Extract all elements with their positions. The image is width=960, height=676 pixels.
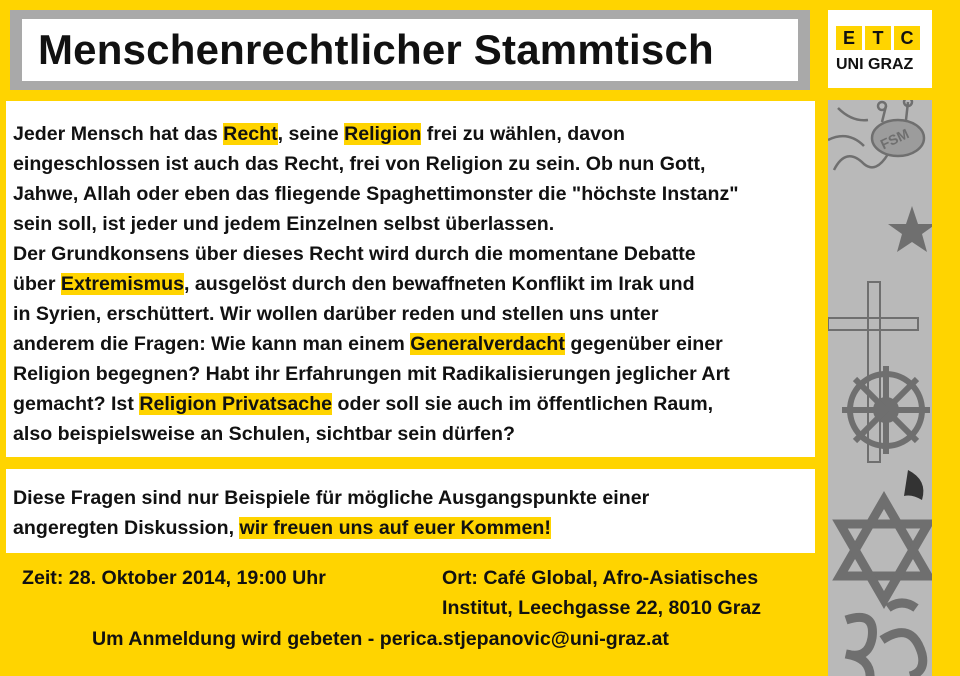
highlighted-phrase: Religion Privatsache — [139, 393, 333, 415]
text-segment: in Syrien, erschüttert. Wir wollen darüber reden und stellen uns unter — [13, 303, 659, 325]
closing-text-card — [6, 469, 815, 553]
dharma-wheel-icon — [842, 366, 930, 454]
yin-yang-icon — [904, 470, 923, 500]
text-line — [13, 299, 815, 329]
fsm-label: FSM — [877, 125, 912, 153]
crescent-star-icon — [852, 196, 932, 287]
highlighted-phrase: Recht — [223, 123, 278, 145]
text-segment: angeregten Diskussion, — [13, 517, 240, 539]
highlighted-phrase: wir freuen uns auf euer Kommen! — [239, 517, 551, 539]
text-segment: oder soll sie auch im öffentlichen Raum, — [332, 393, 714, 415]
text-segment: Diese Fragen sind nur Beispiele für mögliche Ausgangspunkte einer — [13, 487, 650, 509]
text-line — [13, 389, 815, 419]
text-segment: , ausgelöst durch den bewaffneten Konflikt im Irak und — [183, 273, 695, 295]
logo-letters — [836, 26, 920, 50]
text-segment: gegenüber einer — [564, 333, 723, 355]
text-line — [13, 483, 815, 513]
event-location-line2: Institut, Leechgasse 22, 8010 Graz — [442, 597, 762, 619]
text-line — [13, 269, 815, 299]
etc-uni-graz-logo — [828, 10, 932, 88]
closing-paragraph — [13, 483, 815, 543]
cross-icon — [828, 282, 918, 462]
text-line — [13, 209, 815, 239]
main-text-card — [6, 101, 815, 457]
highlighted-phrase: Extremismus — [60, 273, 184, 295]
text-line — [13, 329, 815, 359]
religious-symbols-illustration — [828, 100, 932, 676]
registration-notice: Um Anmeldung wird gebeten - perica.stjepanovic@uni-graz.at — [92, 628, 669, 650]
highlighted-phrase: Generalverdacht — [410, 333, 565, 355]
text-segment: Jahwe, Allah oder eben das fliegende Spaghettimonster die "höchste Instanz" — [13, 183, 739, 205]
text-segment: gemacht? Ist — [13, 393, 140, 415]
text-segment: also beispielsweise an Schulen, sichtbar sein dürfen? — [13, 423, 515, 445]
event-location-line1: Ort: Café Global, Afro-Asiatisches — [442, 567, 759, 589]
text-line — [13, 239, 815, 269]
highlighted-phrase: Religion — [344, 123, 422, 145]
logo-letter-e: E — [836, 26, 862, 50]
flying-spaghetti-monster-icon — [828, 100, 924, 170]
text-line — [13, 359, 815, 389]
text-segment: eingeschlossen ist auch das Recht, frei von Religion zu sein. Ob nun Gott, — [13, 153, 706, 175]
text-line — [13, 149, 815, 179]
text-segment: anderem die Fragen: Wie kann man einem — [13, 333, 411, 355]
logo-letter-c: C — [894, 26, 920, 50]
page-title: Menschenrechtlicher Stammtisch — [22, 19, 798, 81]
text-segment: frei zu wählen, davon — [421, 123, 625, 145]
logo-subtitle: UNI GRAZ — [836, 56, 914, 73]
religious-symbols-panel — [828, 100, 932, 676]
om-icon — [846, 603, 923, 676]
text-line — [13, 513, 815, 543]
title-frame — [10, 10, 810, 90]
text-segment: über — [13, 273, 61, 295]
text-segment: Jeder Mensch hat das — [13, 123, 224, 145]
text-segment: , seine — [277, 123, 345, 145]
intro-paragraph — [13, 119, 815, 449]
text-line — [13, 119, 815, 149]
text-segment: sein soll, ist jeder und jedem Einzelnen selbst überlassen. — [13, 213, 555, 235]
star-of-david-icon — [840, 500, 928, 600]
text-line — [13, 419, 815, 449]
text-segment: Der Grundkonsens über dieses Recht wird durch die momentane Debatte — [13, 243, 696, 265]
text-line — [13, 179, 815, 209]
text-segment: Religion begegnen? Habt ihr Erfahrungen mit Radikalisierungen jeglicher Art — [13, 363, 730, 385]
event-time: Zeit: 28. Oktober 2014, 19:00 Uhr — [22, 567, 326, 589]
logo-letter-t: T — [865, 26, 891, 50]
